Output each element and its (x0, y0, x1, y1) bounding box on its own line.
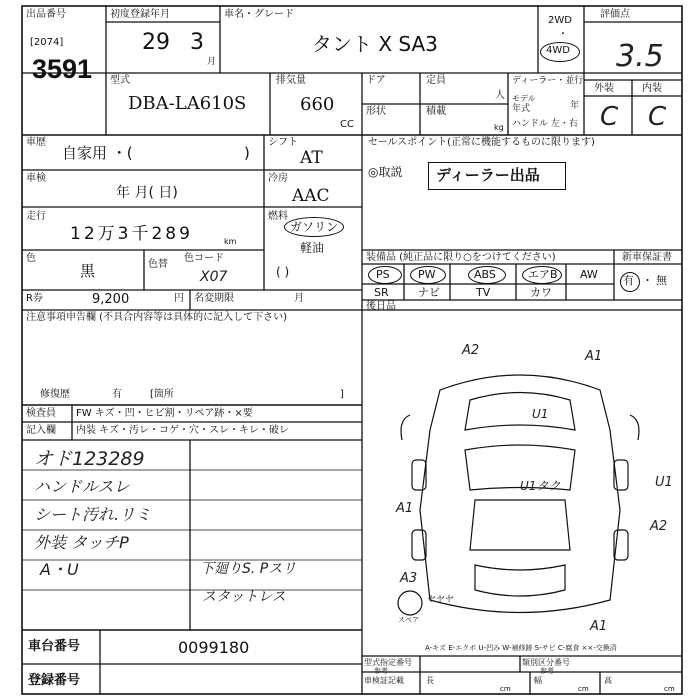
drive-2wd: 2WD (548, 15, 572, 26)
lot-small: [2074] (30, 37, 64, 48)
color-code-label: 色コード (184, 253, 224, 264)
mark-a2-top: A2 (462, 343, 480, 358)
history-label: 車歴 (26, 137, 46, 148)
lot-number: 3591 (32, 54, 93, 84)
fw-row: FW キズ・凹・ヒビ割・リペア跡・×要 (76, 408, 253, 419)
model-designation-label: 型式指定番号 (364, 658, 412, 667)
handle-label: ハンドル 左・右 (512, 119, 578, 129)
hw-exterior-touch: 外装 タッチP (34, 533, 129, 552)
equip-abs: ABS (474, 268, 496, 281)
shift-value: AT (300, 148, 323, 168)
interior-row: 内装 キズ・汚レ・コゲ・穴・スレ・キレ・破レ (76, 425, 289, 436)
displacement-value: 660 (300, 94, 335, 115)
interior-grade: C (648, 102, 667, 132)
dealer-label: ディーラー・並行 (512, 76, 584, 86)
cm-1: cm (500, 685, 511, 693)
chassis-value: 0099180 (178, 638, 250, 657)
length-label: 長 (426, 676, 434, 685)
first-reg-month: 3 (190, 30, 204, 55)
mileage-label: 走行 (26, 211, 46, 222)
load-unit: kg (494, 123, 504, 132)
inspection-value: 年 月( 日) (116, 185, 178, 201)
hw-studless: スタットレス (202, 589, 286, 605)
dealer-badge: ディーラー出品 (436, 166, 540, 184)
load-label: 積載 (426, 106, 446, 117)
capacity-unit: 人 (495, 90, 505, 101)
shape-label: 形状 (366, 106, 386, 117)
exterior-grade: C (600, 102, 619, 132)
rating-value: 3.5 (616, 39, 664, 74)
equip-leather: カワ (530, 286, 552, 299)
color-value: 黒 (80, 262, 96, 280)
month-label: 月 (294, 293, 304, 304)
car-name: タント X SA3 (312, 32, 438, 56)
mark-u1-roof: U1 (532, 407, 549, 421)
sankou-2: 参考 (540, 667, 554, 675)
mark-u1-right: U1 (655, 475, 673, 490)
equip-ps: PS (376, 268, 390, 281)
equip-navi: ナビ (418, 286, 440, 299)
equip-airbag: エアB (528, 268, 558, 281)
displacement-unit: CC (340, 119, 354, 130)
legend-text: A-キズ E-エクボ U-凹み W-補修跡 S-サビ C-腐食 ××-交換済 (425, 644, 617, 652)
hw-seat-dirt: シート汚れ.リミ (34, 505, 152, 524)
sankou-1: 参考 (374, 667, 388, 675)
rating-label: 評価点 (600, 9, 630, 20)
hw-underbody: 下廻りS. Pスリ (200, 561, 297, 577)
inspector-label-1: 検査員 (26, 408, 56, 419)
mark-a1-top: A1 (585, 349, 603, 364)
history-value: 自家用 ・( (62, 144, 133, 162)
mark-a3: A3 (400, 571, 418, 586)
height-label: 高 (604, 676, 612, 685)
r-ticket-value: 9,200 (92, 292, 130, 307)
place-close: ] (340, 389, 344, 400)
inspector-label-2: 記入欄 (26, 425, 56, 436)
fuel-gasoline: ガソリン (290, 220, 339, 234)
warranty-label: 新車保証書 (622, 252, 672, 263)
first-reg-label: 初度登録年月 (110, 9, 170, 20)
hw-odometer: オド123289 (34, 448, 145, 470)
color-swap-label: 色替 (148, 259, 168, 270)
dimension-label: 車検証記載 (364, 676, 404, 685)
type-value: DBA-LA610S (128, 93, 247, 114)
registration-label: 登録番号 (28, 673, 81, 688)
fuel-paren: ( ) (276, 265, 290, 279)
manual-label: ◎取説 (368, 165, 403, 179)
interior-label: 内装 (642, 83, 662, 94)
notes-label: 注意事項申告欄 (不具合内容等は具体的に記入して下さい) (26, 312, 287, 323)
chassis-label: 車台番号 (28, 639, 81, 654)
cm-2: cm (578, 685, 589, 693)
car-name-label: 車名・グレード (224, 9, 294, 20)
mark-a1-left: A1 (396, 501, 414, 516)
yen-label: 円 (174, 293, 184, 304)
cm-3: cm (664, 685, 675, 693)
equip-pw: PW (418, 268, 436, 281)
fuel-label: 燃料 (268, 211, 288, 222)
color-code-value: X07 (200, 269, 228, 285)
lot-label: 出品番号 (26, 9, 66, 20)
warranty-yes: 有 (623, 274, 634, 287)
mark-a2-right: A2 (650, 519, 668, 534)
model-year-label-2: 年式 (512, 104, 531, 114)
type-label: 型式 (110, 75, 130, 86)
model-year-label-1: モデル (512, 94, 536, 103)
history-close-paren: ) (244, 144, 250, 162)
equip-sr: SR (374, 286, 389, 299)
fuel-diesel: 軽油 (300, 241, 325, 255)
equipment-label: 装備品 (純正品に限り○をつけてください) (366, 252, 556, 263)
year-unit: 年 (570, 101, 580, 111)
equip-aw: AW (580, 268, 598, 281)
month-unit: 月 (207, 57, 217, 67)
color-label: 色 (26, 253, 36, 264)
width-label: 幅 (534, 676, 542, 685)
drive-4wd: 4WD (546, 45, 570, 56)
repair-value: 有 (112, 389, 122, 400)
category-number-label: 類別区分番号 (522, 658, 570, 667)
mileage-unit: km (224, 237, 237, 246)
aircon-label: 冷房 (268, 173, 288, 184)
mark-a1-bottom: A1 (590, 619, 608, 634)
warranty-sep: ・ (642, 274, 653, 287)
place-label: [箇所 (150, 389, 174, 400)
mileage-value: 12万3千289 (70, 224, 193, 244)
inspection-label: 車検 (26, 173, 46, 184)
mark-u1-taku: U1タク (520, 479, 561, 493)
drive-dot: ・ (558, 29, 568, 40)
hw-handle-wear: ハンドルスレ (34, 477, 130, 496)
aircon-value: AAC (292, 186, 330, 206)
exterior-label: 外装 (594, 83, 614, 94)
shift-label: シフト (268, 137, 298, 148)
hw-au: A・U (40, 560, 79, 579)
repair-label: 修復歴 (40, 389, 70, 400)
sales-point-label: セールスポイント(正常に機能するものに限ります) (368, 137, 595, 148)
displacement-label: 排気量 (276, 75, 306, 86)
capacity-label: 定員 (426, 75, 446, 86)
mark-yaya: ヤヤヤ (426, 595, 454, 605)
spare-label: スペア (398, 616, 419, 624)
name-change-label: 名変期限 (194, 293, 234, 304)
later-label: 後日品 (366, 301, 396, 312)
equip-tv: TV (476, 286, 491, 299)
first-reg-year: 29 (142, 30, 170, 55)
r-ticket-label: R券 (26, 293, 43, 304)
warranty-no: 無 (656, 274, 667, 287)
door-label: ドア (366, 75, 386, 86)
